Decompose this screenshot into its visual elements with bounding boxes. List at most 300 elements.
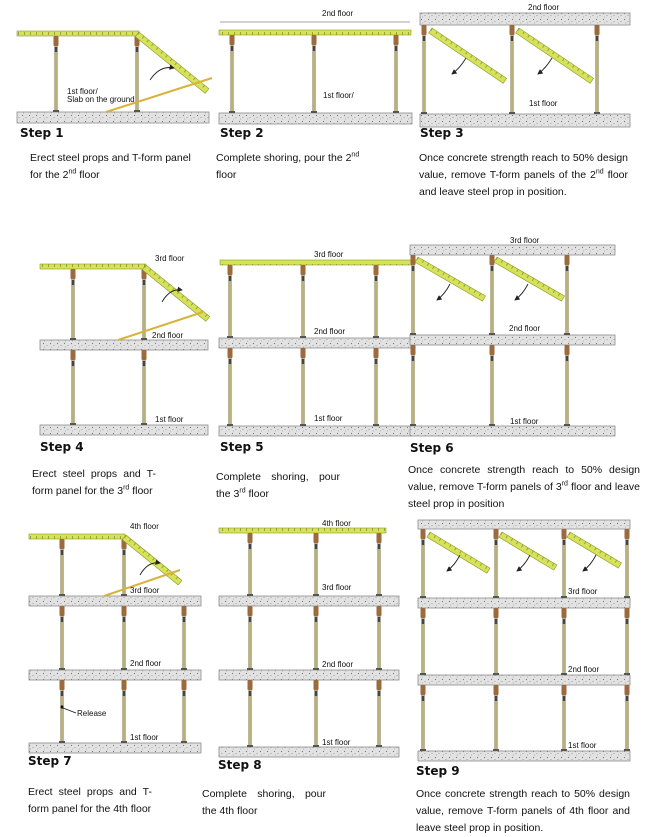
step1-prop bbox=[53, 36, 59, 112]
prop-coupler bbox=[249, 691, 252, 696]
prop-base-plate bbox=[229, 111, 235, 113]
prop-coupler bbox=[229, 276, 232, 281]
step8-first-floor-label: 1st floor bbox=[322, 738, 351, 747]
step8-prop bbox=[376, 680, 382, 747]
step-2-desc-tail: floor bbox=[216, 169, 237, 181]
step-5-label: Step 5 bbox=[220, 440, 264, 454]
step8-prop bbox=[313, 606, 319, 670]
step3-prop bbox=[509, 25, 515, 114]
prop-base-plate bbox=[489, 333, 495, 335]
step9-prop bbox=[624, 608, 630, 675]
step8-third-slab bbox=[219, 596, 399, 606]
step5-second-slab bbox=[219, 338, 412, 348]
prop-top-jack bbox=[377, 606, 382, 616]
prop-top-jack bbox=[230, 35, 235, 45]
prop-top-jack bbox=[71, 269, 76, 279]
step-7-label: Step 7 bbox=[28, 754, 72, 768]
prop-base-plate bbox=[373, 424, 379, 426]
step4-tform-panel bbox=[40, 264, 146, 269]
prop-coupler bbox=[61, 550, 64, 555]
step-4-description bbox=[32, 466, 156, 500]
prop-base-plate bbox=[493, 673, 499, 675]
prop-base-plate bbox=[489, 424, 495, 426]
prop-top-jack bbox=[142, 350, 147, 360]
step6-prop bbox=[489, 255, 495, 335]
prop-coupler bbox=[422, 696, 425, 701]
prop-top-jack bbox=[60, 539, 65, 549]
prop-base-plate bbox=[624, 673, 630, 675]
step6-ground-slab bbox=[410, 426, 615, 436]
prop-base-plate bbox=[181, 741, 187, 743]
prop-base-plate bbox=[311, 111, 317, 113]
prop-coupler bbox=[375, 359, 378, 364]
prop-top-jack bbox=[314, 533, 319, 543]
step7-prop bbox=[59, 680, 65, 743]
prop-top-jack bbox=[490, 255, 495, 265]
tilted-panel-board bbox=[499, 532, 557, 570]
step7-prop bbox=[59, 606, 65, 670]
step5-prop bbox=[373, 348, 379, 426]
step4-first-floor-label: 1st floor bbox=[155, 415, 184, 424]
step8-prop bbox=[247, 606, 253, 670]
step-8-label: Step 8 bbox=[218, 758, 262, 772]
prop-top-jack bbox=[60, 680, 65, 690]
step9-prop bbox=[493, 608, 499, 675]
step-5-desc-text: Complete shoring, pour the 3 bbox=[216, 471, 340, 500]
step7-first-floor-label: 1st floor bbox=[130, 733, 159, 742]
prop-base-plate bbox=[59, 668, 65, 670]
prop-top-jack bbox=[494, 685, 499, 695]
prop-base-plate bbox=[373, 336, 379, 338]
step8-prop bbox=[376, 533, 382, 596]
prop-base-plate bbox=[493, 596, 499, 598]
step3-down-arrow bbox=[538, 58, 552, 74]
prop-coupler bbox=[249, 544, 252, 549]
prop-top-jack bbox=[562, 685, 567, 695]
step6-prop bbox=[564, 345, 570, 426]
prop-base-plate bbox=[493, 749, 499, 751]
prop-base-plate bbox=[313, 594, 319, 596]
tilted-panel-board bbox=[427, 532, 490, 573]
step-1-desc-sup: nd bbox=[68, 168, 77, 176]
prop-coupler bbox=[61, 691, 64, 696]
prop-coupler bbox=[378, 691, 381, 696]
prop-top-jack bbox=[625, 608, 630, 618]
step2-prop bbox=[311, 35, 317, 113]
step5-prop bbox=[227, 348, 233, 426]
prop-base-plate bbox=[561, 596, 567, 598]
prop-coupler bbox=[395, 46, 398, 51]
step9-down-arrow bbox=[583, 555, 596, 571]
step4-prop bbox=[141, 269, 147, 340]
step6-third-floor-label: 3rd floor bbox=[510, 236, 540, 245]
prop-base-plate bbox=[313, 668, 319, 670]
step7-release-label: Release bbox=[77, 709, 107, 718]
prop-base-plate bbox=[421, 112, 427, 114]
step7-ground-slab bbox=[29, 743, 201, 753]
step6-prop bbox=[489, 345, 495, 426]
prop-base-plate bbox=[121, 668, 127, 670]
prop-base-plate bbox=[134, 110, 140, 112]
step6-down-arrow bbox=[437, 284, 450, 300]
prop-top-jack bbox=[312, 35, 317, 45]
prop-top-jack bbox=[122, 606, 127, 616]
prop-coupler bbox=[55, 47, 58, 52]
prop-base-plate bbox=[70, 423, 76, 425]
prop-top-jack bbox=[182, 680, 187, 690]
step2-tform-panel bbox=[219, 30, 411, 35]
step4-second-slab bbox=[40, 340, 208, 350]
prop-coupler bbox=[231, 46, 234, 51]
step5-tform-panel bbox=[220, 260, 412, 265]
prop-base-plate bbox=[227, 336, 233, 338]
prop-base-plate bbox=[121, 594, 127, 596]
step3-dropping-panel bbox=[516, 28, 594, 83]
prop-base-plate bbox=[561, 749, 567, 751]
step9-second-slab bbox=[418, 675, 630, 685]
step1-rotating-panel bbox=[135, 32, 209, 93]
step2-ground-slab bbox=[219, 113, 412, 124]
prop-coupler bbox=[563, 619, 566, 624]
step2-first-floor-label: 1st floor/ bbox=[323, 91, 354, 100]
step-9-description bbox=[416, 786, 630, 837]
prop-coupler bbox=[72, 361, 75, 366]
prop-base-plate bbox=[564, 424, 570, 426]
prop-top-jack bbox=[494, 608, 499, 618]
step2-second-floor-label: 2nd floor bbox=[322, 9, 354, 18]
step8-fourth-floor-label: 4th floor bbox=[322, 519, 351, 528]
step-8-desc-text: Complete shoring, pour the 4th floor bbox=[202, 788, 326, 817]
step3-upper-slab bbox=[420, 13, 630, 25]
prop-base-plate bbox=[420, 673, 426, 675]
step8-prop bbox=[376, 606, 382, 670]
prop-coupler bbox=[229, 359, 232, 364]
prop-coupler bbox=[491, 356, 494, 361]
step4-prop bbox=[70, 269, 76, 340]
prop-top-jack bbox=[494, 529, 499, 539]
step9-ground-slab bbox=[418, 751, 630, 761]
prop-base-plate bbox=[247, 745, 253, 747]
step-5-description bbox=[216, 469, 340, 503]
prop-coupler bbox=[143, 361, 146, 366]
step4-prop bbox=[141, 350, 147, 425]
step-3-desc-text: Once concrete strength reach to 50% design value, remove T-form panels of the 2 bbox=[419, 152, 628, 181]
step8-prop bbox=[313, 533, 319, 596]
step6-prop bbox=[410, 255, 416, 335]
prop-coupler bbox=[422, 540, 425, 545]
prop-coupler bbox=[563, 540, 566, 545]
step-3-desc-sup: nd bbox=[595, 168, 604, 176]
step3-down-arrow bbox=[452, 58, 466, 74]
step7-second-floor-label: 2nd floor bbox=[130, 659, 162, 668]
prop-coupler bbox=[511, 36, 514, 41]
step3-dropping-panel bbox=[429, 28, 507, 83]
prop-top-jack bbox=[565, 255, 570, 265]
step9-prop bbox=[420, 685, 426, 751]
tilted-panel-board bbox=[494, 257, 565, 301]
step-2-desc-sup: nd bbox=[351, 151, 360, 159]
step9-dropping-panel bbox=[567, 532, 622, 568]
prop-coupler bbox=[495, 696, 498, 701]
step9-prop bbox=[624, 529, 630, 598]
prop-top-jack bbox=[421, 529, 426, 539]
step9-prop bbox=[493, 529, 499, 598]
step9-down-arrow bbox=[517, 555, 530, 571]
prop-coupler bbox=[123, 691, 126, 696]
step9-down-arrow bbox=[447, 555, 460, 571]
prop-base-plate bbox=[376, 668, 382, 670]
prop-coupler bbox=[378, 544, 381, 549]
prop-top-jack bbox=[421, 685, 426, 695]
prop-base-plate bbox=[410, 424, 416, 426]
step-4-label: Step 4 bbox=[40, 440, 84, 454]
prop-top-jack bbox=[411, 345, 416, 355]
prop-top-jack bbox=[374, 265, 379, 275]
step9-third-slab bbox=[418, 598, 630, 608]
prop-coupler bbox=[491, 266, 494, 271]
step5-second-floor-label: 2nd floor bbox=[314, 327, 346, 336]
prop-coupler bbox=[495, 619, 498, 624]
step8-prop bbox=[247, 680, 253, 747]
step9-dropping-panel bbox=[427, 532, 490, 573]
prop-coupler bbox=[315, 691, 318, 696]
step-1-desc-text: Erect steel props and T-form panel for the 2 bbox=[30, 152, 191, 181]
prop-coupler bbox=[626, 619, 629, 624]
step2-prop bbox=[393, 35, 399, 113]
step-8-description bbox=[202, 786, 326, 820]
prop-base-plate bbox=[561, 673, 567, 675]
step8-third-floor-label: 3rd floor bbox=[322, 583, 352, 592]
step4-second-floor-label: 2nd floor bbox=[152, 331, 184, 340]
prop-top-jack bbox=[625, 685, 630, 695]
prop-coupler bbox=[626, 540, 629, 545]
prop-coupler bbox=[183, 691, 186, 696]
step6-second-slab bbox=[410, 335, 615, 345]
step9-prop bbox=[493, 685, 499, 751]
prop-base-plate bbox=[300, 424, 306, 426]
prop-base-plate bbox=[420, 596, 426, 598]
step-4-desc-tail: floor bbox=[129, 485, 153, 497]
prop-base-plate bbox=[376, 745, 382, 747]
step-6-label: Step 6 bbox=[410, 441, 454, 455]
step3-second-floor-label: 2nd floor bbox=[528, 3, 560, 12]
prop-top-jack bbox=[60, 606, 65, 616]
prop-top-jack bbox=[595, 25, 600, 35]
prop-base-plate bbox=[70, 338, 76, 340]
step6-down-arrow bbox=[515, 284, 528, 300]
prop-coupler bbox=[143, 280, 146, 285]
step5-third-floor-label: 3rd floor bbox=[314, 250, 344, 259]
prop-top-jack bbox=[182, 606, 187, 616]
step-7-desc-text: Erect steel props and T-form panel for the 4th floor bbox=[28, 786, 152, 815]
prop-top-jack bbox=[422, 25, 427, 35]
step4-prop bbox=[70, 350, 76, 425]
step-6-desc-sup: rd bbox=[561, 480, 568, 488]
step6-prop bbox=[564, 255, 570, 335]
prop-top-jack bbox=[562, 529, 567, 539]
prop-coupler bbox=[375, 276, 378, 281]
prop-coupler bbox=[412, 266, 415, 271]
step-2-description bbox=[216, 150, 376, 184]
prop-top-jack bbox=[314, 606, 319, 616]
prop-top-jack bbox=[248, 533, 253, 543]
step5-prop bbox=[300, 265, 306, 338]
prop-base-plate bbox=[410, 333, 416, 335]
prop-base-plate bbox=[393, 111, 399, 113]
step8-tform-panel bbox=[219, 528, 386, 533]
tilted-panel-board bbox=[122, 535, 182, 585]
step7-rotating-panel bbox=[122, 535, 182, 585]
step-2-desc-text: Complete shoring, pour the 2 bbox=[216, 152, 352, 164]
prop-base-plate bbox=[53, 110, 59, 112]
step-2-label: Step 2 bbox=[220, 126, 264, 140]
step7-third-slab bbox=[29, 596, 201, 606]
step-5-desc-tail: floor bbox=[245, 488, 269, 500]
prop-base-plate bbox=[141, 338, 147, 340]
prop-top-jack bbox=[122, 680, 127, 690]
prop-coupler bbox=[123, 550, 126, 555]
prop-coupler bbox=[136, 47, 139, 52]
tilted-panel-board bbox=[135, 32, 209, 93]
prop-top-jack bbox=[228, 265, 233, 275]
step-1-desc-tail: floor bbox=[76, 169, 100, 181]
step9-first-floor-label: 1st floor bbox=[568, 741, 597, 750]
prop-coupler bbox=[596, 36, 599, 41]
prop-coupler bbox=[626, 696, 629, 701]
step4-third-floor-label: 3rd floor bbox=[155, 254, 185, 263]
step-3-description bbox=[419, 150, 628, 201]
prop-base-plate bbox=[624, 749, 630, 751]
step7-tform-panel bbox=[29, 534, 125, 539]
step7-prop bbox=[121, 680, 127, 743]
step3-prop bbox=[594, 25, 600, 114]
step9-prop bbox=[420, 529, 426, 598]
step-7-description bbox=[28, 784, 152, 818]
step-4-desc-sup: rd bbox=[123, 484, 130, 492]
tilted-panel-board bbox=[567, 532, 622, 568]
prop-base-plate bbox=[376, 594, 382, 596]
prop-top-jack bbox=[510, 25, 515, 35]
step7-prop bbox=[181, 680, 187, 743]
step1-tform-panel bbox=[17, 31, 139, 36]
prop-base-plate bbox=[141, 423, 147, 425]
step-6-desc-tail: floor and leave steel prop in position bbox=[408, 481, 640, 510]
prop-base-plate bbox=[247, 594, 253, 596]
prop-base-plate bbox=[227, 424, 233, 426]
prop-base-plate bbox=[594, 112, 600, 114]
step9-prop bbox=[561, 685, 567, 751]
step7-third-floor-label: 3rd floor bbox=[130, 586, 160, 595]
step8-second-floor-label: 2nd floor bbox=[322, 660, 354, 669]
prop-base-plate bbox=[181, 668, 187, 670]
prop-coupler bbox=[423, 36, 426, 41]
step9-upper-slab bbox=[418, 520, 630, 529]
step6-dropping-panel bbox=[415, 257, 486, 301]
step5-prop bbox=[300, 348, 306, 426]
prop-base-plate bbox=[624, 596, 630, 598]
step9-third-floor-label: 3rd floor bbox=[568, 587, 598, 596]
prop-coupler bbox=[566, 266, 569, 271]
prop-base-plate bbox=[59, 741, 65, 743]
step1-ground-slab bbox=[17, 112, 209, 123]
step6-prop bbox=[410, 345, 416, 426]
prop-top-jack bbox=[565, 345, 570, 355]
step8-ground-slab bbox=[219, 747, 399, 757]
prop-coupler bbox=[302, 359, 305, 364]
step9-prop bbox=[561, 529, 567, 598]
prop-top-jack bbox=[625, 529, 630, 539]
step8-prop bbox=[313, 680, 319, 747]
prop-top-jack bbox=[411, 255, 416, 265]
tilted-panel-board bbox=[429, 28, 507, 83]
prop-top-jack bbox=[562, 608, 567, 618]
prop-base-plate bbox=[420, 749, 426, 751]
step7-fourth-floor-label: 4th floor bbox=[130, 522, 159, 531]
step7-prop bbox=[59, 539, 65, 596]
step7-prop bbox=[121, 606, 127, 670]
step3-prop bbox=[421, 25, 427, 114]
prop-top-jack bbox=[248, 680, 253, 690]
prop-top-jack bbox=[301, 265, 306, 275]
step7-prop bbox=[181, 606, 187, 670]
step-3-label: Step 3 bbox=[420, 126, 464, 140]
step9-prop bbox=[624, 685, 630, 751]
step-1-label: Step 1 bbox=[20, 126, 64, 140]
step-6-desc-text: Once concrete strength reach to 50% design value, remove T-form panels of 3 bbox=[408, 464, 640, 493]
prop-base-plate bbox=[313, 745, 319, 747]
step-6-description bbox=[408, 462, 640, 513]
prop-coupler bbox=[302, 276, 305, 281]
step9-prop bbox=[561, 608, 567, 675]
step-1-description bbox=[30, 150, 200, 184]
tilted-panel-board bbox=[516, 28, 594, 83]
prop-top-jack bbox=[248, 606, 253, 616]
prop-base-plate bbox=[509, 112, 515, 114]
prop-coupler bbox=[183, 617, 186, 622]
prop-coupler bbox=[566, 356, 569, 361]
prop-coupler bbox=[563, 696, 566, 701]
tilted-panel-board bbox=[415, 257, 486, 301]
step5-ground-slab bbox=[219, 426, 412, 436]
step6-dropping-panel bbox=[494, 257, 565, 301]
prop-top-jack bbox=[314, 680, 319, 690]
step7-release-leader bbox=[63, 708, 76, 713]
step8-prop bbox=[247, 533, 253, 596]
prop-top-jack bbox=[71, 350, 76, 360]
step1-rotation-arrow bbox=[150, 68, 174, 81]
step6-upper-slab bbox=[410, 245, 615, 255]
step6-first-floor-label: 1st floor bbox=[510, 417, 539, 426]
prop-base-plate bbox=[247, 668, 253, 670]
prop-coupler bbox=[61, 617, 64, 622]
step1-first-floor-label: 1st floor/ bbox=[67, 87, 98, 96]
step1-slab-note: Slab on the ground bbox=[67, 95, 135, 104]
prop-coupler bbox=[315, 617, 318, 622]
step4-ground-slab bbox=[40, 425, 208, 435]
prop-top-jack bbox=[228, 348, 233, 358]
prop-coupler bbox=[378, 617, 381, 622]
step8-second-slab bbox=[219, 670, 399, 680]
step9-second-floor-label: 2nd floor bbox=[568, 665, 600, 674]
prop-top-jack bbox=[421, 608, 426, 618]
step6-second-floor-label: 2nd floor bbox=[509, 324, 541, 333]
prop-coupler bbox=[123, 617, 126, 622]
prop-top-jack bbox=[374, 348, 379, 358]
prop-base-plate bbox=[300, 336, 306, 338]
step2-prop bbox=[229, 35, 235, 113]
step3-first-floor-label: 1st floor bbox=[529, 99, 558, 108]
step5-prop bbox=[373, 265, 379, 338]
